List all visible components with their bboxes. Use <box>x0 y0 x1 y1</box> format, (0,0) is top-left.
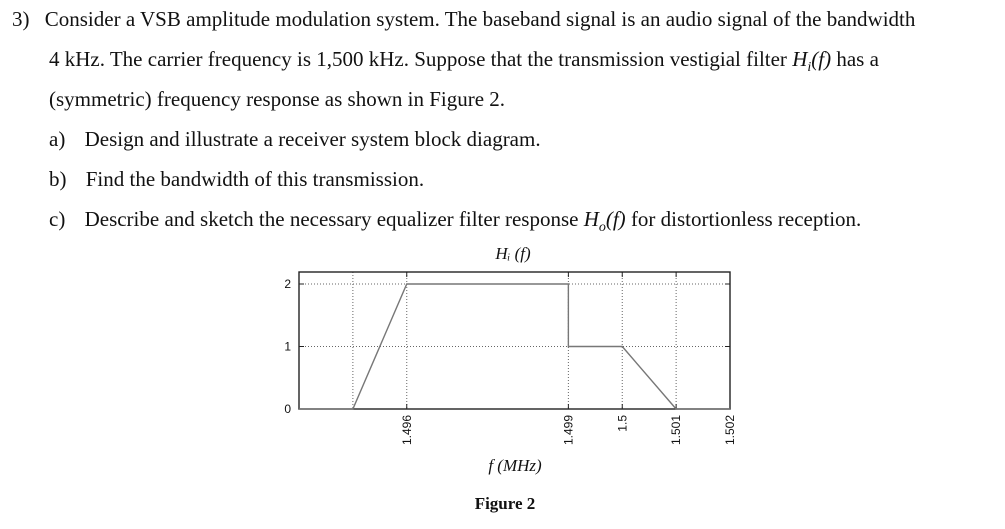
y-tick-label: 1 <box>284 339 291 354</box>
problem-text-1: Consider a VSB amplitude modulation system. The baseband signal is an audio signal of the bandwidth <box>44 7 916 31</box>
x-tick-label: 1.502 <box>723 415 737 446</box>
x-tick-label: 1.5 <box>615 415 630 432</box>
plot-frame <box>299 272 730 409</box>
figure-caption: Figure 2 <box>474 494 536 513</box>
problem-text-2a: 4 kHz. The carrier frequency is 1,500 kHz. Suppose that the transmission vestigial filter <box>49 47 793 71</box>
problem-text-2b: has a <box>831 47 879 71</box>
part-a-label: a) <box>49 127 66 151</box>
part-b-label: b) <box>49 167 67 191</box>
frequency-response-chart <box>270 262 750 462</box>
part-c-label: c) <box>49 207 66 231</box>
axis-ticks <box>284 272 737 445</box>
problem-text-3: (symmetric) frequency response as shown in Figure 2. <box>49 87 506 111</box>
part-c-text-a: Describe and sketch the necessary equalizer filter response <box>84 207 584 231</box>
x-tick-label: 1.499 <box>561 415 576 446</box>
part-b-text: Find the bandwidth of this transmission. <box>85 167 425 191</box>
figure-title: Hᵢ (f) <box>495 244 531 263</box>
problem-line-2 <box>49 47 879 80</box>
part-b <box>49 167 424 191</box>
problem-number: 3) <box>12 7 30 31</box>
problem-line-1 <box>12 7 915 31</box>
filter-symbol-ho: $H_o(f)$ <box>583 207 626 236</box>
x-tick-label: 1.496 <box>399 415 414 446</box>
problem-line-3 <box>49 87 505 111</box>
filter-symbol-hi: $H_i(f)$ <box>792 47 832 76</box>
part-a-text: Design and illustrate a receiver system block diagram. <box>84 127 541 151</box>
x-tick-label: 1.501 <box>669 415 684 446</box>
grid <box>299 272 730 409</box>
x-axis-label: f (MHz) <box>488 456 542 475</box>
part-c-text-b: for distortionless reception. <box>625 207 862 231</box>
part-a <box>49 127 541 151</box>
part-c <box>49 207 861 240</box>
y-tick-label: 2 <box>284 277 291 291</box>
y-tick-label: 0 <box>284 402 291 416</box>
